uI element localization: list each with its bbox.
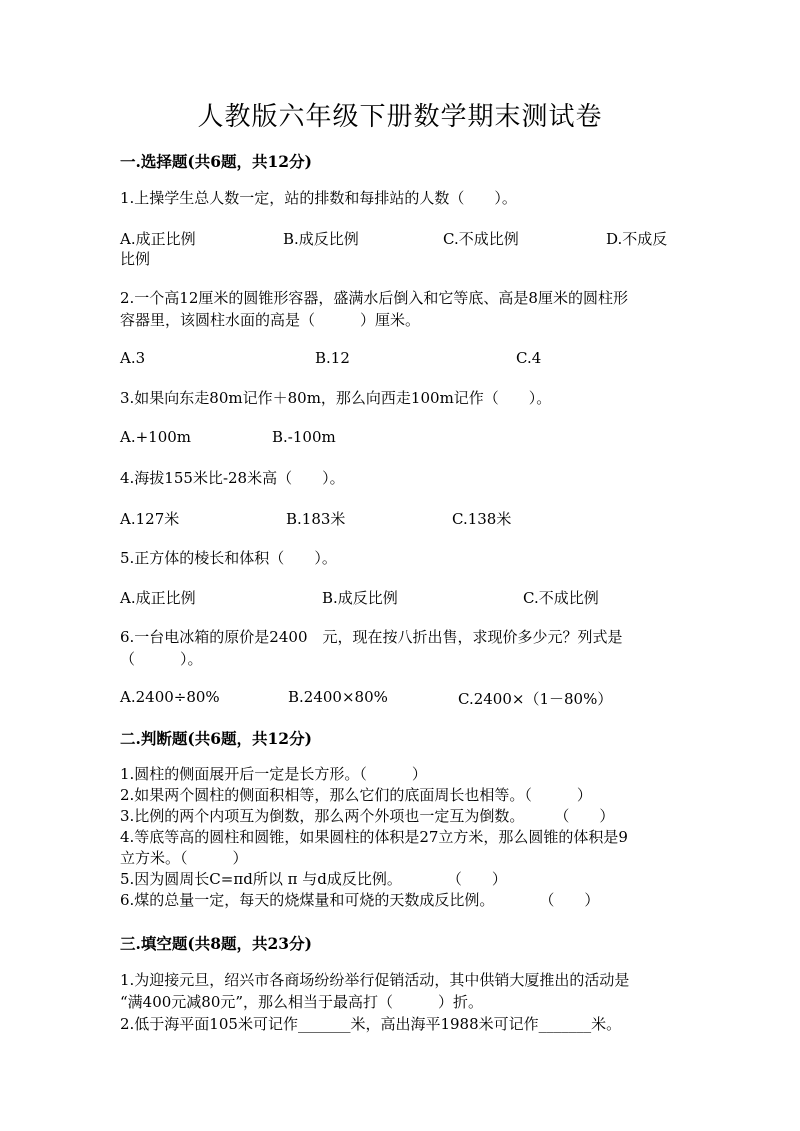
question-2-stem-line1: 2.一个高12厘米的圆锥形容器，盛满水后倒入和它等底、高是8厘米的圆柱形	[120, 289, 628, 307]
question-6-option-b: B.2400×80%	[288, 688, 388, 706]
question-3-option-b: B.-100m	[272, 428, 336, 446]
judgment-item-3: 3.比例的两个内项互为倒数，那么两个外项也一定互为倒数。 （ ）	[120, 807, 615, 825]
question-1-stem: 1.上操学生总人数一定，站的排数和每排站的人数（ ）。	[120, 189, 517, 207]
question-6-stem-line2: （ ）。	[120, 650, 203, 668]
section3-heading: 三.填空题(共8题，共23分)	[120, 934, 312, 953]
question-3-stem: 3.如果向东走80m记作＋80m，那么向西走100m记作（ ）。	[120, 389, 552, 407]
question-4-option-c: C.138米	[452, 510, 512, 528]
question-6-stem-line1: 6.一台电冰箱的原价是2400 元，现在按八折出售，求现价多少元？列式是	[120, 628, 623, 646]
judgment-item-1: 1.圆柱的侧面展开后一定是长方形。（ ）	[120, 765, 427, 783]
question-5-option-b: B.成反比例	[322, 589, 398, 607]
question-4-option-a: A.127米	[120, 510, 180, 528]
question-2-option-b: B.12	[315, 349, 350, 367]
judgment-item-2: 2.如果两个圆柱的侧面积相等，那么它们的底面周长也相等。（ ）	[120, 786, 592, 804]
question-3-option-a: A.+100m	[120, 428, 192, 446]
judgment-item-4-line1: 4.等底等高的圆柱和圆锥，如果圆柱的体积是27立方米，那么圆锥的体积是9	[120, 828, 628, 846]
question-5-option-a: A.成正比例	[120, 589, 196, 607]
question-5-stem: 5.正方体的棱长和体积（ ）。	[120, 549, 337, 567]
question-2-option-c: C.4	[516, 349, 542, 367]
question-1-option-b: B.成反比例	[283, 230, 359, 248]
question-2-option-a: A.3	[120, 349, 146, 367]
section2-heading: 二.判断题(共6题，共12分)	[120, 729, 312, 748]
question-6-option-a: A.2400÷80%	[120, 688, 220, 706]
fill-item-1-line2: “满400元减80元”，那么相当于最高打（ ）折。	[120, 993, 484, 1011]
question-1-option-d-wrap: 比例	[120, 250, 151, 268]
judgment-item-4-line2: 立方米。（ ）	[120, 849, 248, 867]
judgment-item-5: 5.因为圆周长C=πd所以 π 与d成反比例。 （ ）	[120, 870, 507, 888]
question-5-option-c: C.不成比例	[523, 589, 599, 607]
question-1-option-c: C.不成比例	[443, 230, 519, 248]
judgment-item-6: 6.煤的总量一定，每天的烧煤量和可烧的天数成反比例。 （ ）	[120, 891, 600, 909]
fill-item-1-line1: 1.为迎接元旦，绍兴市各商场纷纷举行促销活动，其中供销大厦推出的活动是	[120, 971, 630, 989]
question-4-option-b: B.183米	[286, 510, 346, 528]
exam-title: 人教版六年级下册数学期末测试卷	[197, 102, 603, 132]
question-4-stem: 4.海拔155米比-28米高（ ）。	[120, 469, 345, 487]
question-2-stem-line2: 容器里，该圆柱水面的高是（ ）厘米。	[120, 311, 421, 329]
fill-item-2: 2.低于海平面105米可记作_______米，高出海平1988米可记作_______米。	[120, 1015, 622, 1033]
question-6-option-c: C.2400×（1－80%）	[458, 690, 613, 708]
question-1-option-a: A.成正比例	[120, 230, 196, 248]
section1-heading: 一.选择题(共6题，共12分)	[120, 152, 312, 171]
question-1-option-d: D.不成反	[606, 230, 668, 248]
